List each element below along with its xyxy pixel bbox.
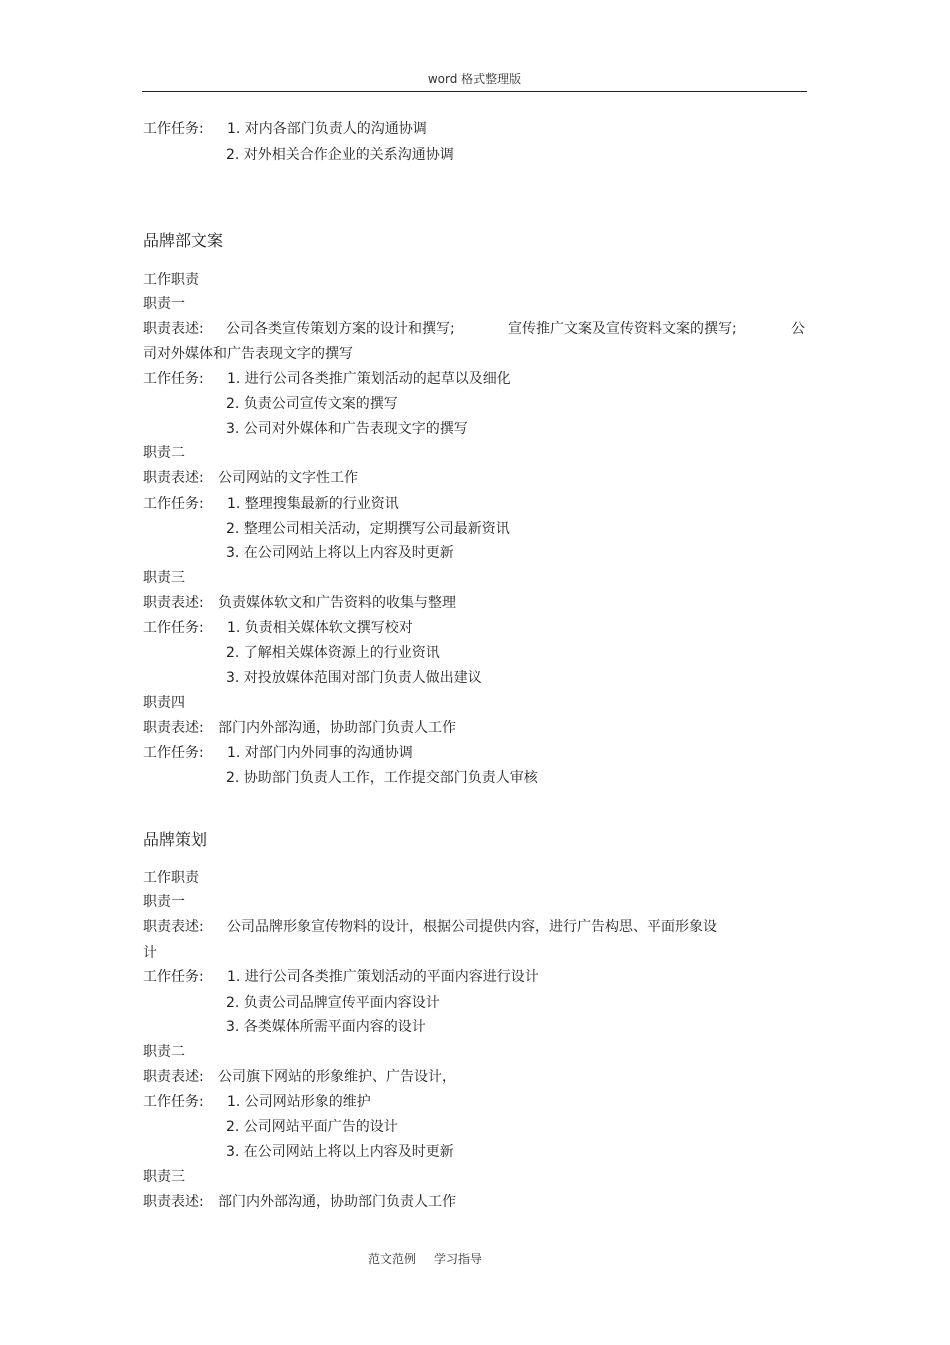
duty-name: 职责一 [143,296,185,312]
task-item: 3. 各类媒体所需平面内容的设计 [226,1019,426,1035]
section-title: 品牌部文案 [143,231,224,250]
task-label: 工作任务: [143,371,204,387]
desc-label: 职责表述: [143,919,204,935]
duty-desc-line [143,320,808,338]
task-item: 1. 对部门内外同事的沟通协调 [227,745,413,761]
duty-name: 职责三 [143,1169,185,1185]
task-label: 工作任务: [143,969,204,985]
task-label: 工作任务: [143,496,204,512]
task-label: 工作任务: [143,620,204,636]
desc-label: 职责表述: [143,321,204,337]
duty-name: 职责四 [143,695,185,711]
duty-desc-line [143,719,456,737]
task-label: 工作任务: [143,1094,204,1110]
desc-part: 公 [791,321,805,337]
task-item: 2. 公司网站平面广告的设计 [226,1119,398,1135]
task-line [143,120,427,138]
desc-label: 职责表述: [143,470,204,486]
duty-desc-line [143,1193,456,1211]
section-title: 品牌策划 [143,830,208,849]
desc-part: 公司各类宣传策划方案的设计和撰写; [226,321,455,337]
desc-label: 职责表述: [143,720,204,736]
footer-right: 学习指导 [434,1252,483,1266]
desc-label: 职责表述: [143,1194,204,1210]
task-line [143,619,413,637]
desc-label: 职责表述: [143,595,204,611]
task-item: 1. 进行公司各类推广策划活动的平面内容进行设计 [227,969,539,985]
desc-part: 宣传推广文案及宣传资料文案的撰写; [508,321,737,337]
desc-text: 公司网站的文字性工作 [218,470,358,486]
duty-heading: 工作职责 [143,272,199,288]
desc-text: 公司旗下网站的形象维护、广告设计， [218,1069,456,1085]
task-label: 工作任务: [143,745,204,761]
header-rule [142,91,807,92]
duty-desc-line [143,1068,456,1086]
desc-label: 职责表述: [143,1069,204,1085]
task-item: 1. 负责相关媒体软文撰写校对 [227,620,413,636]
task-item: 2. 负责公司宣传文案的撰写 [226,396,398,412]
duty-desc-line [143,918,717,936]
task-item: 1. 对内各部门负责人的沟通协调 [227,121,427,137]
task-item: 2. 对外相关合作企业的关系沟通协调 [226,147,454,163]
desc-text: 负责媒体软文和广告资料的收集与整理 [218,595,456,611]
task-label: 工作任务: [143,121,204,137]
task-item: 2. 了解相关媒体资源上的行业资讯 [226,645,440,661]
task-item: 1. 整理搜集最新的行业资讯 [227,496,399,512]
task-item: 3. 在公司网站上将以上内容及时更新 [226,545,454,561]
desc-text: 部门内外部沟通，协助部门负责人工作 [218,1194,456,1210]
page-footer [368,1250,482,1267]
task-item: 1. 公司网站形象的维护 [227,1094,371,1110]
page-header: word 格式整理版 [427,72,522,86]
duty-name: 职责三 [143,570,185,586]
task-line [143,968,539,986]
task-item: 2. 整理公司相关活动，定期撰写公司最新资讯 [226,521,510,537]
duty-desc-line [143,594,456,612]
duty-name: 职责二 [143,1044,185,1060]
desc-text: 部门内外部沟通，协助部门负责人工作 [218,720,456,736]
task-item: 2. 协助部门负责人工作，工作提交部门负责人审核 [226,770,538,786]
footer-left: 范文范例 [368,1252,417,1266]
task-item: 2. 负责公司品牌宣传平面内容设计 [226,995,440,1011]
duty-name: 职责一 [143,894,185,910]
task-line [143,370,511,388]
desc-text: 公司品牌形象宣传物料的设计，根据公司提供内容，进行广告构思、平面形象设 [227,919,717,935]
duty-heading: 工作职责 [143,870,199,886]
task-item: 3. 对投放媒体范围对部门负责人做出建议 [226,670,482,686]
task-item: 3. 公司对外媒体和广告表现文字的撰写 [226,421,468,437]
duty-desc-cont: 计 [143,945,157,961]
task-item: 3. 在公司网站上将以上内容及时更新 [226,1144,454,1160]
duty-name: 职责二 [143,445,185,461]
task-line [143,1093,371,1111]
duty-desc-cont: 司对外媒体和广告表现文字的撰写 [143,346,353,362]
task-line [143,744,413,762]
task-item: 1. 进行公司各类推广策划活动的起草以及细化 [227,371,511,387]
duty-desc-line [143,469,358,487]
task-line [143,495,399,513]
